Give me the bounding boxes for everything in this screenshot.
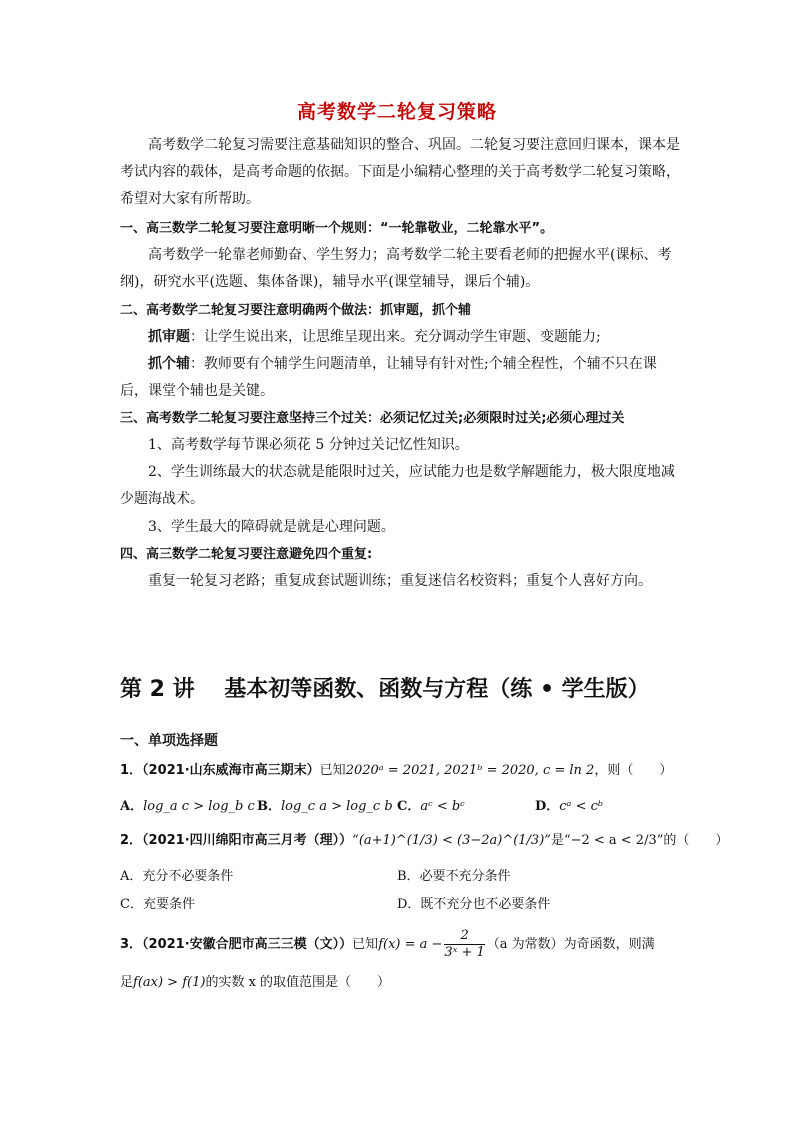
option-math: aᶜ < bᶜ: [420, 799, 465, 814]
question-stem: 已知: [319, 763, 346, 778]
fraction: [444, 928, 484, 961]
option-math: log_a c > log_b c: [143, 799, 255, 814]
item-label: 抓审题: [148, 329, 190, 345]
question-source: 2．（2021·四川绵阳市高三月考（理））: [120, 833, 353, 848]
section-1-body: 高考数学一轮靠老师勤奋、学生努力；高考数学二轮主要看老师的把握水平(课标、考纲)，研究水平(选题、集体备课)，辅导水平(课堂辅导，课后个辅)。: [120, 247, 672, 290]
section-title: 一、单项选择题: [120, 733, 218, 749]
question-1: [120, 760, 680, 782]
question-3-line-2: [120, 972, 680, 994]
line-prefix: 足: [120, 975, 134, 990]
option-a: [120, 795, 255, 814]
section-3-point-2: 2、学生训练最大的状态就是能限时过关，应试能力也是数学解题能力，极大限度地减少题海战术。: [120, 464, 675, 507]
item-label: 抓个辅: [148, 356, 190, 372]
option-c: C．充要条件: [120, 897, 195, 912]
option-math: cᵃ < cᵇ: [559, 799, 604, 814]
section-2-item-1: [120, 324, 680, 351]
option-b: B．必要不充分条件: [397, 869, 511, 884]
line-suffix: 的实数 x 的取值范围是（ ）: [205, 975, 391, 990]
question-tail: ，则（ ）: [594, 763, 673, 778]
option-label: B．: [257, 799, 281, 814]
question-2: [120, 830, 729, 852]
question-tail: 是“−2 < a < 2/3”的（ ）: [550, 833, 729, 848]
option-c: [397, 795, 465, 814]
section-4-body: 重复一轮复习老路；重复成套试题训练；重复迷信名校资料；重复个人喜好方向。: [148, 573, 652, 589]
option-label: A．: [120, 799, 144, 814]
section-4-heading: 四、高三数学二轮复习要注意避免四个重复:: [120, 547, 373, 562]
question-note: （a 为常数）为奇函数，则满: [486, 937, 655, 952]
option-b: [257, 795, 393, 814]
option-d: [535, 795, 603, 814]
option-a: A．充分不必要条件: [120, 869, 234, 884]
section-1-heading: 一、高三数学二轮复习要注意明晰一个规则：“一轮靠敬业，二轮靠水平”。: [120, 221, 554, 236]
fraction-denominator: 3ˣ + 1: [444, 945, 485, 960]
question-3: [120, 928, 680, 962]
inequality-math: f(ax) > f(1): [133, 975, 206, 990]
section-3-point-1: 1、高考数学每节课必须花 5 分钟过关记忆性知识。: [148, 437, 469, 453]
option-math: log_c a > log_c b: [281, 799, 393, 814]
option-d: D．既不充分也不必要条件: [397, 897, 551, 912]
item-text: ：让学生说出来，让思维呈现出来。充分调动学生审题、变题能力;: [190, 329, 601, 345]
intro-paragraph: 高考数学二轮复习需要注意基础知识的整合、巩固。二轮复习要注意回归课本，课本是考试内容的载体，是高考命题的依据。下面是小编精心整理的关于高考数学二轮复习策略，希望对大家有所帮助。: [120, 137, 680, 207]
item-text: ：教师要有个辅学生问题清单，让辅导有针对性;个辅全程性，个辅不只在课后，课堂个辅也是关键。: [120, 356, 657, 399]
question-source: 3．（2021·安徽合肥市高三三模（文））: [120, 937, 353, 952]
fraction-numerator: 2: [444, 928, 484, 945]
question-source: 1．（2021·山东威海市高三期末）: [120, 763, 320, 778]
question-math: “(a+1)^(1/3) < (3−2a)^(1/3)”: [352, 833, 551, 848]
function-lhs: f(x) = a −: [378, 937, 443, 952]
option-label: D．: [535, 799, 560, 814]
section-2-item-2: [120, 351, 680, 405]
section-2-heading: 二、高考数学二轮复习要注意明确两个做法：抓审题，抓个辅: [120, 303, 472, 318]
section-3-heading: 三、高考数学二轮复习要注意坚持三个过关：必须记忆过关;必须限时过关;必须心理过关: [120, 411, 625, 426]
lecture-title: 第 2 讲 基本初等函数、函数与方程（练 • 学生版）: [120, 677, 650, 702]
question-stem: 已知: [352, 937, 379, 952]
option-label: C．: [397, 799, 421, 814]
page-title: 高考数学二轮复习策略: [296, 101, 497, 123]
question-math: 2020ᵃ = 2021, 2021ᵇ = 2020, c = ln 2: [345, 763, 595, 778]
section-3-point-3: 3、学生最大的障碍就是就是心理问题。: [148, 519, 395, 535]
